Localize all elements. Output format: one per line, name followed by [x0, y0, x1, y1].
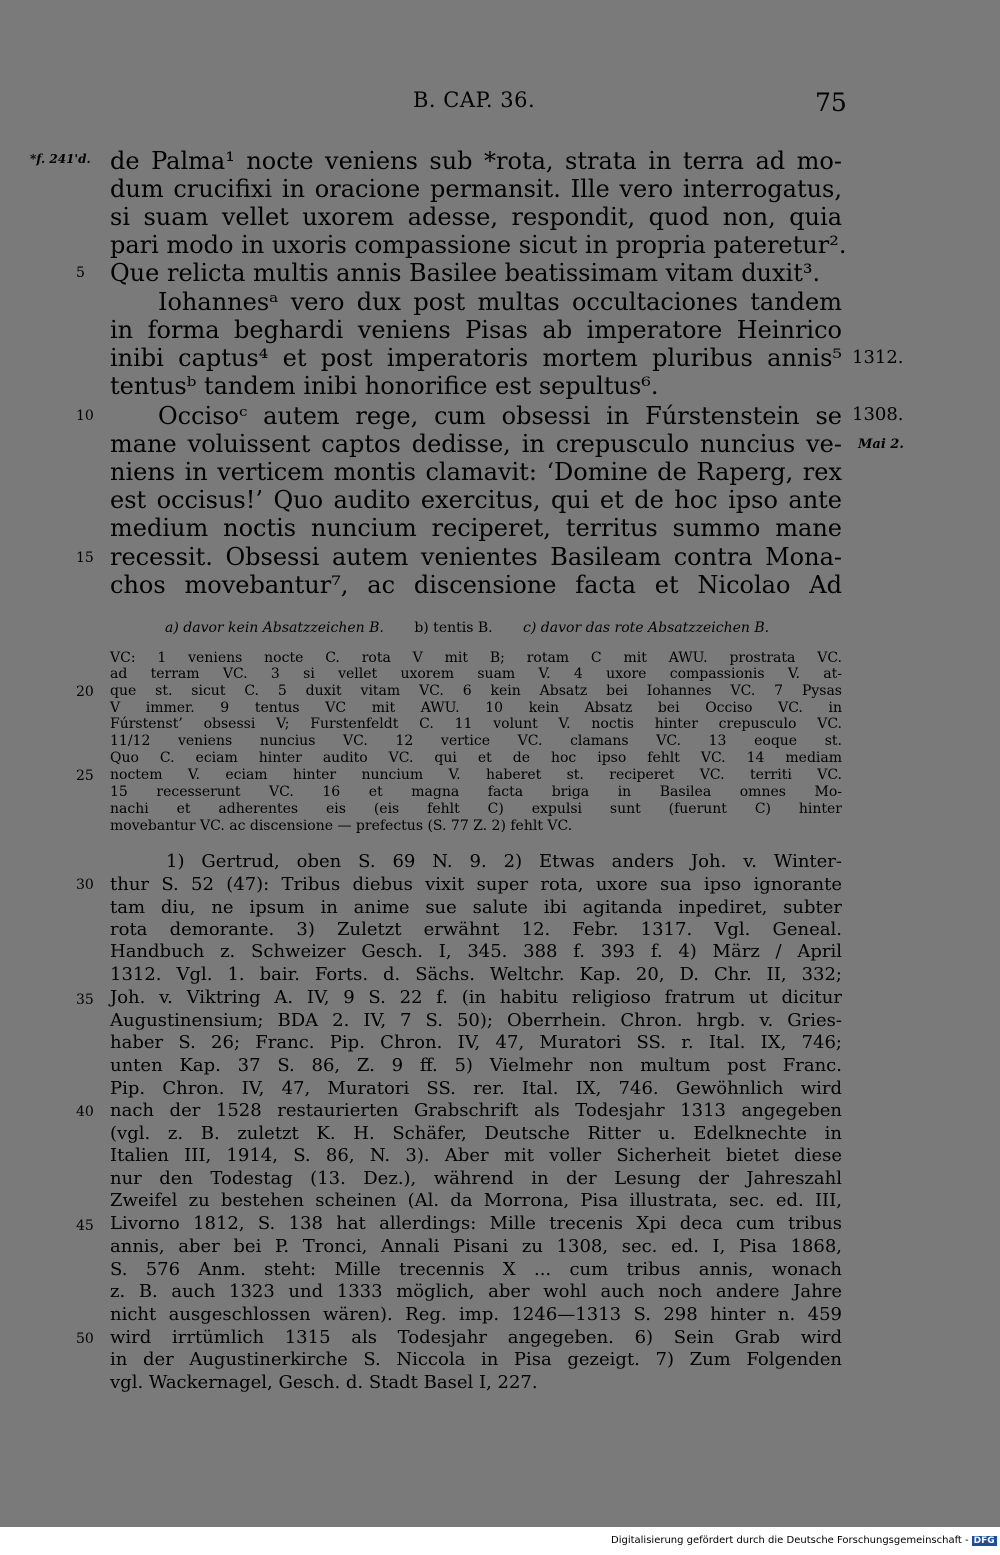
apparatus-line: que st. sicut C. 5 duxit vitam VC. 6 kein Absatz bei Iohannes VC. 7 Pysas — [110, 683, 842, 699]
line-number: 35 — [76, 992, 94, 1008]
footnote-line: 1) Gertrud, oben S. 69 N. 9. 2) Etwas anders Joh. v. Winter- — [166, 851, 842, 872]
line-number: 30 — [76, 877, 94, 893]
main-text-line: Que relicta multis annis Basilee beatissimam vitam duxit³. — [110, 259, 821, 287]
main-text-line: in forma beghardi veniens Pisas ab imperatore Heinrico — [110, 316, 842, 344]
line-number: 40 — [76, 1104, 94, 1120]
line-number: 15 — [76, 550, 94, 566]
apparatus-line: V immer. 9 tentus VC mit AWU. 10 kein Absatz bei Occiso VC. in — [110, 700, 842, 716]
main-text-line: mane voluissent captos dedisse, in crepusculo nuncius ve- — [110, 430, 842, 458]
margin-date-mai: Mai 2. — [858, 437, 904, 452]
dfg-banner-text: Digitalisierung gefördert durch die Deutsche Forschungsgemeinschaft - — [611, 1535, 969, 1546]
main-text-line: recessit. Obsessi autem venientes Basileam contra Mona- — [110, 543, 842, 571]
main-text-line: Occisoᶜ autem rege, cum obsessi in Fúrstenstein se — [158, 402, 842, 430]
footnote-line: z. B. auch 1323 und 1333 möglich, aber wohl auch noch andere Jahre — [110, 1281, 842, 1302]
footnote-line: Livorno 1812, S. 138 hat allerdings: Mille trecenis Xpi deca cum tribus — [110, 1213, 842, 1234]
variant-notes — [165, 620, 795, 636]
variant-note-c: c) davor das rote Absatzzeichen B. — [523, 620, 770, 636]
apparatus-line: VC: 1 veniens nocte C. rota V mit B; rotam C mit AWU. prostrata VC. — [110, 650, 842, 666]
apparatus-line: noctem V. eciam hinter nuncium V. haberet st. reciperet VC. territi VC. — [110, 767, 842, 783]
footnote-line: vgl. Wackernagel, Gesch. d. Stadt Basel I, 227. — [110, 1372, 538, 1393]
footnote-line: Joh. v. Viktring A. IV, 9 S. 22 f. (in habitu religioso fratrum ut dicitur — [110, 987, 842, 1008]
margin-year-1308: 1308. — [852, 404, 904, 425]
footnote-line: Pip. Chron. IV, 47, Muratori SS. rer. Ital. IX, 746. Gewöhnlich wird — [110, 1078, 842, 1099]
main-text-line: tentusᵇ tandem inibi honorifice est sepultus⁶. — [110, 372, 659, 400]
apparatus-line: Fúrstenst’ obsessi V; Furstenfeldt C. 11 volunt V. noctis hinter crepusculo VC. — [110, 716, 842, 732]
footnote-line: Zweifel zu bestehen scheinen (Al. da Morrona, Pisa illustrata, sec. ed. III, — [110, 1190, 842, 1211]
main-text-line: Iohannesᵃ vero dux post multas occultaciones tandem — [158, 288, 842, 316]
footnote-line: Handbuch z. Schweizer Gesch. I, 345. 388 f. 393 f. 4) März / April — [110, 941, 842, 962]
main-text-line: pari modo in uxoris compassione sicut in propria pateretur². — [110, 231, 847, 259]
footnote-line: annis, aber bei P. Tronci, Annali Pisani zu 1308, sec. ed. I, Pisa 1868, — [110, 1236, 842, 1257]
footnote-line: 1312. Vgl. 1. bair. Forts. d. Sächs. Weltchr. Kap. 20, D. Chr. II, 332; — [110, 964, 842, 985]
running-head: B. CAP. 36. — [413, 88, 536, 112]
line-number: 10 — [76, 408, 94, 424]
margin-folio-note: *f. 241'd. — [30, 152, 91, 166]
main-text-line: inibi captus⁴ et post imperatoris mortem pluribus annis⁵ — [110, 344, 842, 372]
footnote-line: in der Augustinerkirche S. Niccola in Pisa gezeigt. 7) Zum Folgenden — [110, 1349, 842, 1370]
footnote-line: rota demorante. 3) Zuletzt erwähnt 12. Febr. 1317. Vgl. Geneal. — [110, 919, 842, 940]
footnote-line: tam diu, ne ipsum in anime sue salute ibi agitanda inpediret, subter — [110, 897, 842, 918]
footnote-line: thur S. 52 (47): Tribus diebus vixit super rota, uxore sua ipso ignorante — [110, 874, 842, 895]
line-number: 45 — [76, 1218, 94, 1234]
footnote-line: wird irrtümlich 1315 als Todesjahr angegeben. 6) Sein Grab wird — [110, 1327, 842, 1348]
margin-year-1312: 1312. — [852, 347, 904, 368]
main-text-line: de Palma¹ nocte veniens sub *rota, strata in terra ad mo- — [110, 147, 842, 175]
main-text-line: dum crucifixi in oracione permansit. Ille vero interrogatus, — [110, 175, 842, 203]
main-text-line: medium noctis nuncium reciperet, territus summo mane — [110, 514, 842, 542]
line-number: 5 — [76, 265, 85, 281]
footnote-line: (vgl. z. B. zuletzt K. H. Schäfer, Deutsche Ritter u. Edelknechte in — [110, 1123, 842, 1144]
main-text-line: chos movebantur⁷, ac discensione facta et Nicolao Ad — [110, 571, 842, 599]
footnote-line: nach der 1528 restaurierten Grabschrift als Todesjahr 1313 angegeben — [110, 1100, 842, 1121]
footnote-line: S. 576 Anm. steht: Mille trecennis X ... cum tribus annis, wonach — [110, 1259, 842, 1280]
footnote-line: Augustinensium; BDA 2. IV, 7 S. 50); Oberrhein. Chron. hrgb. v. Gries- — [110, 1010, 842, 1031]
footnote-line: nicht ausgeschlossen wären). Reg. imp. 1246—1313 S. 298 hinter n. 459 — [110, 1304, 842, 1325]
apparatus-line: 11/12 veniens nuncius VC. 12 vertice VC. clamans VC. 13 eoque st. — [110, 733, 842, 749]
line-number: 20 — [76, 684, 94, 700]
footnote-line: unten Kap. 37 S. 86, Z. 9 ff. 5) Vielmehr non multum post Franc. — [110, 1055, 842, 1076]
footnote-line: haber S. 26; Franc. Pip. Chron. IV, 47, Muratori SS. r. Ital. IX, 746; — [110, 1032, 842, 1053]
apparatus-line: movebantur VC. ac discensione — prefectus (S. 77 Z. 2) fehlt VC. — [110, 818, 573, 834]
dfg-logo: DFG — [973, 1535, 995, 1546]
main-text-line: est occisus!’ Quo audito exercitus, qui et de hoc ipso ante — [110, 486, 842, 514]
footnote-line: nur den Todestag (13. Dez.), während in der Lesung der Jahreszahl — [110, 1168, 842, 1189]
footnote-line: Italien III, 1914, S. 86, N. 3). Aber mit voller Sicherheit bietet diese — [110, 1145, 842, 1166]
apparatus-line: Quo C. eciam hinter audito VC. qui et de hoc ipso fehlt VC. 14 mediam — [110, 750, 842, 766]
dfg-funding-banner — [608, 1534, 1000, 1547]
variant-note-a: a) davor kein Absatzzeichen B. — [165, 620, 384, 636]
apparatus-line: 15 recesserunt VC. 16 et magna facta briga in Basilea omnes Mo- — [110, 784, 842, 800]
line-number: 25 — [76, 768, 94, 784]
line-number: 50 — [76, 1331, 94, 1347]
page-number: 75 — [815, 88, 847, 117]
variant-note-b: b) tentis B. — [414, 620, 493, 636]
main-text-line: niens in verticem montis clamavit: ‘Domine de Raperg, rex — [110, 458, 842, 486]
apparatus-line: ad terram VC. 3 si vellet uxorem suam V. 4 uxore compassionis V. at- — [110, 666, 842, 682]
apparatus-line: nachi et adherentes eis (eis fehlt C) expulsi sunt (fuerunt C) hinter — [110, 801, 842, 817]
main-text-line: si suam vellet uxorem adesse, respondit, quod non, quia — [110, 203, 842, 231]
